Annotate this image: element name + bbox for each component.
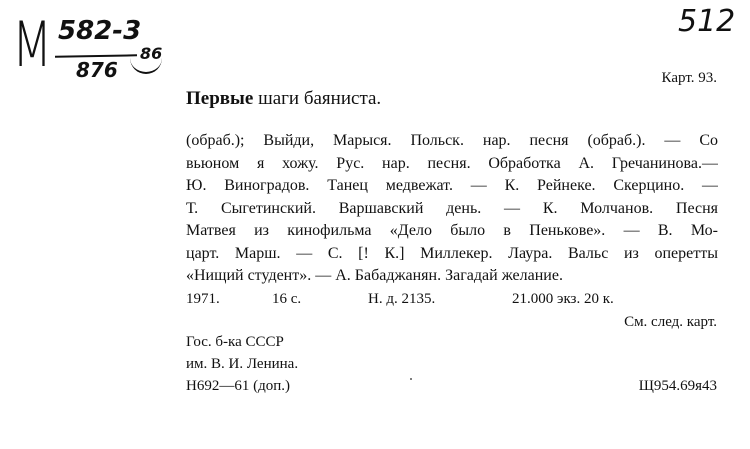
library-line: им. В. И. Ленина. xyxy=(186,356,299,372)
title-rest: шаги баяниста. xyxy=(253,88,382,109)
contents-text xyxy=(186,130,718,288)
see-next-card: См. след. карт. xyxy=(624,314,717,330)
handwritten-underline-curve xyxy=(130,58,162,74)
library-line: Гос. б-ка СССР xyxy=(186,334,284,350)
handwritten-superscript: 86 xyxy=(140,44,163,63)
classification-code: Щ954.69я43 xyxy=(638,378,717,394)
card-number: Карт. 93. xyxy=(661,70,717,86)
speck xyxy=(410,378,412,380)
library-line: Н692—61 (доп.) xyxy=(186,378,290,394)
contents-line: Ю. Виноградов. Танец медвежат. — К. Рейнеке. Скерцино. — xyxy=(186,177,718,194)
contents-line: Т. Сыгетинский. Варшавский день. — К. Молчанов. Песня xyxy=(186,199,718,217)
imprint-copies: 21.000 экз. 20 к. xyxy=(512,291,614,307)
imprint-number: Н. д. 2135. xyxy=(368,291,436,307)
contents-line: царт. Марш. — С. [! К.] Миллекер. Лаура. Вальс из оперетты xyxy=(186,244,718,262)
handwritten-shelf-top: 582-3 xyxy=(58,16,142,46)
imprint-year: 1971. xyxy=(186,291,220,307)
contents-line: (обраб.); Выйди, Марыся. Польск. нар. песня (обраб.). — Со xyxy=(186,132,718,149)
handwritten-corner-number: 512 xyxy=(678,4,736,39)
title-bold: Первые xyxy=(186,88,254,109)
card-title xyxy=(186,88,381,110)
contents-line: Матвея из кинофильма «Дело было в Пенькове». — В. Мо- xyxy=(186,222,718,239)
contents-line: «Нищий студент». — А. Бабаджанян. Загадай желание. xyxy=(186,267,563,284)
contents-line: вьюном я хожу. Рус. нар. песня. Обработка А. Гречанинова.— xyxy=(186,154,718,172)
handwritten-shelf-bottom: 876 xyxy=(76,58,118,82)
handwritten-shelf-letter: М xyxy=(12,8,51,81)
imprint-pages: 16 с. xyxy=(272,291,302,307)
